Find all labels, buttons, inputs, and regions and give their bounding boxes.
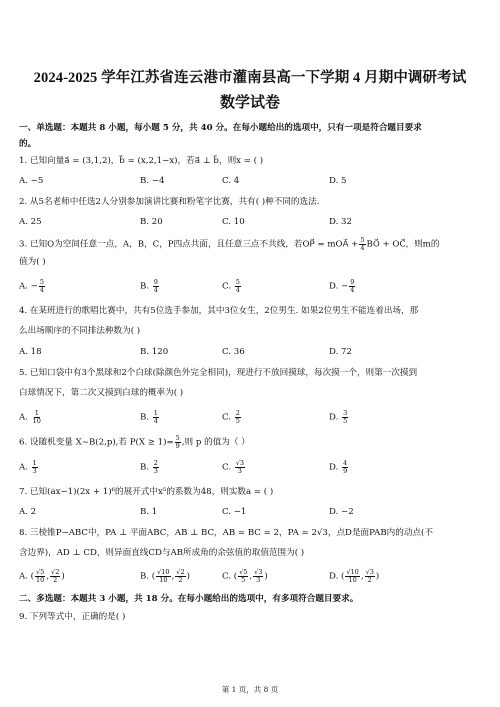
q5-option-a: A. $\frac{1}{10}$ bbox=[19, 409, 41, 425]
q8-option-c: C. ( $\frac{√5}{5}$ , $\frac{√3}{3}$ ) bbox=[222, 568, 268, 584]
q2-option-b: B. 20 bbox=[140, 217, 163, 227]
q2-option-c: C. 10 bbox=[222, 217, 245, 227]
q1-option-a: A. −5 bbox=[19, 176, 44, 186]
section2-heading: 二、多选题：本题共 3 小题，共 18 分。在每小题给出的选项中，有多项符合题目要求。 bbox=[19, 594, 359, 604]
q3-stem-tail: BO⃗ + OC⃗，则m的 bbox=[366, 239, 440, 250]
q2-option-d: D. 32 bbox=[329, 217, 352, 227]
exam-subtitle: 数学试卷 bbox=[219, 95, 280, 111]
q4-option-d: D. 72 bbox=[329, 347, 352, 357]
question-3-stem-cont: 值为( ) bbox=[19, 257, 46, 267]
q3-stem-fraction: $\frac{5}{4}$ bbox=[360, 236, 365, 252]
q5-option-d: D. $\frac{3}{5}$ bbox=[329, 409, 348, 425]
q1-option-d: D. 5 bbox=[329, 176, 347, 186]
q7-option-b: B. 1 bbox=[140, 507, 158, 517]
q7-option-c: C. −1 bbox=[222, 507, 247, 517]
section1-heading-cont: 的。 bbox=[19, 139, 37, 149]
q3-stem-text: 3. 已知O为空间任意一点，A，B，C，P四点共面，且任意三点不共线，若OP⃗ = mOA⃗ + bbox=[19, 239, 359, 250]
q4-option-c: C. 36 bbox=[222, 347, 245, 357]
q1-option-b: B. −4 bbox=[140, 176, 165, 186]
q3-option-c: C. $\frac{5}{4}$ bbox=[222, 278, 240, 294]
q4-option-b: B. 120 bbox=[140, 347, 169, 357]
question-8-stem-cont: 含边界)，AD ⊥ CD，则异面直线CD与AB所成角的余弦值的取值范围为( ) bbox=[19, 548, 305, 558]
q8-option-a: A. ( $\frac{√5}{10}$ , $\frac{√2}{2}$ ) bbox=[19, 568, 65, 584]
q3-option-a: A. − $\frac{5}{4}$ bbox=[19, 278, 45, 294]
exam-title: 2024-2025 学年江苏省连云港市灌南县高一下学期 4 月期中调研考试 bbox=[33, 70, 467, 86]
question-1-stem: 1. 已知向量a⃗ = (3,1,2)，b⃗ = (x,2,1−x)，若a⃗ ⊥ b⃗，则x = ( ) bbox=[19, 156, 264, 166]
question-2-stem: 2. 从5名老师中任选2人分别参加演讲比赛和粉笔字比赛，共有( )种不同的选法. bbox=[19, 197, 320, 207]
q8-option-d: D. ( $\frac{√10}{10}$ , $\frac{√3}{2}$ ) bbox=[329, 568, 380, 584]
question-6-stem: 6. 设随机变量 X~B(2,p),若 P(X ≥ 1)= $\frac{5}{9}$ ,则 p 的值为（ ） bbox=[19, 434, 250, 450]
q7-option-a: A. 2 bbox=[19, 507, 37, 517]
question-4-stem-cont: 么出场顺序的不同排法种数为( ) bbox=[19, 326, 141, 336]
q4-option-a: A. 18 bbox=[19, 347, 42, 357]
q6-option-c: C. $\frac{√3}{3}$ bbox=[222, 459, 245, 475]
q5-option-c: C. $\frac{2}{5}$ bbox=[222, 409, 240, 425]
question-5-stem: 5. 已知口袋中有3个黑球和2个白球(除颜色外完全相同)，现进行不放回摸球，每次摸一个，则第一次摸到 bbox=[19, 368, 418, 378]
question-7-stem: 7. 已知(ax−1)(2x + 1)⁶的展开式中x⁵的系数为48，则实数a = ( ) bbox=[19, 487, 274, 497]
question-5-stem-cont: 白球情况下，第二次又摸到白球的概率为( ) bbox=[19, 388, 184, 398]
q8-option-b: B. ( $\frac{√10}{10}$ , $\frac{√2}{2}$ ) bbox=[140, 568, 190, 584]
question-9-stem: 9. 下列等式中，正确的是( ) bbox=[19, 612, 126, 622]
q1-option-c: C. 4 bbox=[222, 176, 240, 186]
q6-option-d: D. $\frac{4}{9}$ bbox=[329, 459, 348, 475]
page-footer: 第 1 页，共 8 页 bbox=[221, 685, 279, 694]
question-4-stem: 4. 在某班进行的歌唱比赛中，共有5位选手参加，其中3位女生，2位男生. 如果2位男生不能连着出场，那 bbox=[19, 306, 419, 316]
q7-option-d: D. −2 bbox=[329, 507, 354, 517]
q6-option-b: B. $\frac{2}{3}$ bbox=[140, 459, 158, 475]
q3-option-b: B. $\frac{9}{4}$ bbox=[140, 278, 158, 294]
q3-option-d: D. − $\frac{9}{4}$ bbox=[329, 278, 355, 294]
q2-option-a: A. 25 bbox=[19, 217, 42, 227]
q5-option-b: B. $\frac{1}{4}$ bbox=[140, 409, 158, 425]
q6-option-a: A. $\frac{1}{3}$ bbox=[19, 459, 37, 475]
question-8-stem: 8. 三棱锥P−ABC中，PA ⊥ 平面ABC，AB ⊥ BC，AB = BC = 2，PA = 2√3，点D是面PAB内的动点(不 bbox=[19, 528, 433, 538]
section1-heading: 一、单选题：本题共 8 小题，每小题 5 分，共 40 分。在每小题给出的选项中，只有一项是符合题目要求 bbox=[19, 123, 422, 133]
question-3-stem bbox=[19, 237, 439, 251]
